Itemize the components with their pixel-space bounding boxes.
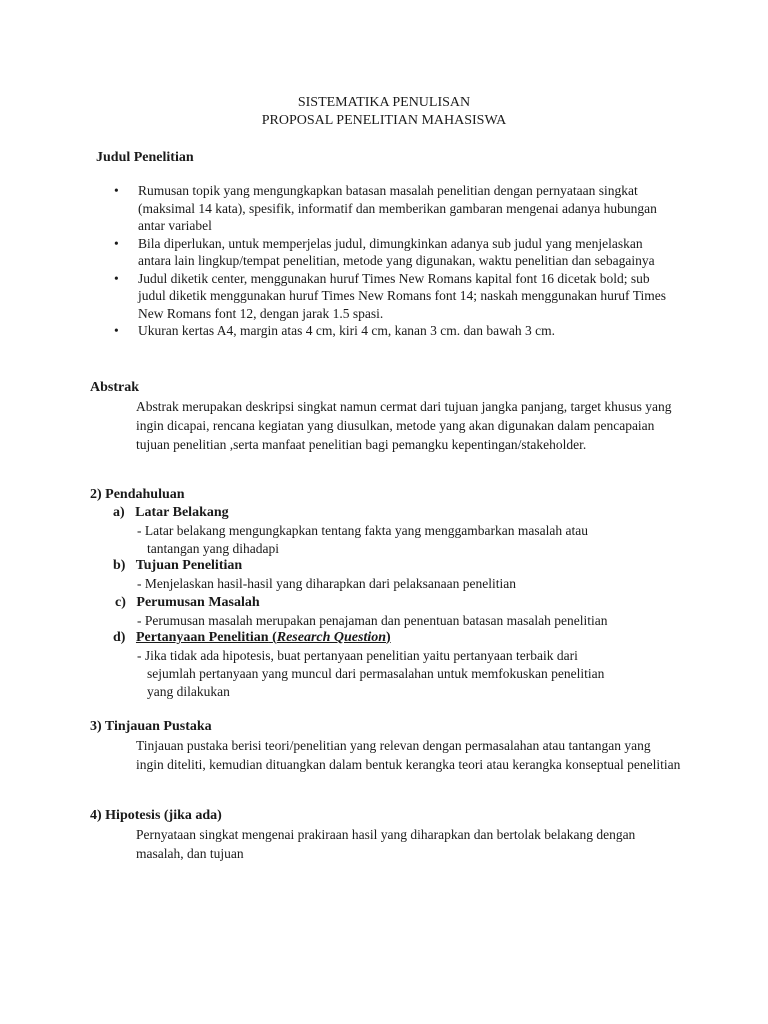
desc-line: - Menjelaskan hasil-hasil yang diharapkan dari pelaksanaan penelitian (137, 576, 516, 591)
judul-bullet-list (114, 182, 674, 340)
perumusan-masalah-desc (137, 612, 677, 630)
label-paren-open: ( (272, 630, 277, 645)
bullet-text: Bila diperlukan, untuk memperjelas judul, dimungkinkan adanya sub judul yang menjelaskan antara lain lingkup/tempat penelitian, metode yang digunakan, waktu penelitian dan sebagainya (138, 235, 655, 268)
bullet-icon: • (114, 323, 119, 338)
subsection-label: Tujuan Penelitian (135, 558, 243, 573)
subsection-marker: b) (113, 558, 126, 573)
document-title-line-2: PROPOSAL PENELITIAN MAHASISWA (261, 113, 507, 128)
list-item (114, 235, 674, 270)
hipotesis-text: Pernyataan singkat mengenai prakiraan hasil yang diharapkan dan bertolak belakang dengan masalah, dan tujuan (136, 827, 636, 861)
desc-line: - Jika tidak ada hipotesis, buat pertanyaan penelitian yaitu pertanyaan terbaik dari (137, 648, 578, 663)
subsection-marker: a) (113, 505, 125, 520)
label-paren-close: ) (386, 630, 391, 645)
desc-line: - Perumusan masalah merupakan penajaman dan penentuan batasan masalah penelitian (137, 613, 608, 628)
label-text: Pertanyaan Penelitian (135, 630, 269, 645)
bullet-icon: • (114, 270, 119, 286)
bullet-text: Rumusan topik yang mengungkapkan batasan masalah penelitian dengan pernyataan singkat (maksimal 14 kata), spesifik, informatif dan memberikan gambaran mengenai adanya hubungan antar variabel (138, 183, 657, 233)
subsection-label (136, 630, 391, 645)
list-item (114, 322, 674, 340)
desc-line: yang dilakukan (147, 684, 230, 699)
desc-line: - Latar belakang mengungkapkan tentang fakta yang menggambarkan masalah atau (137, 523, 588, 538)
pertanyaan-penelitian-desc (137, 647, 677, 701)
tinjauan-pustaka-heading: 3) Tinjauan Pustaka (90, 719, 212, 734)
bullet-text: Judul diketik center, menggunakan huruf Times New Romans kapital font 16 dicetak bold; sub judul diketik menggunakan huruf Times New Romans font 14; naskah menggunakan huruf Times New Romans font 12, dengan jarak 1.5 spasi. (138, 270, 666, 321)
bullet-icon: • (114, 235, 119, 251)
subsection-pertanyaan-penelitian (113, 629, 391, 647)
label-italic-text: Research Question (276, 630, 387, 645)
bullet-icon: • (114, 183, 119, 198)
desc-line: tantangan yang dihadapi (147, 541, 279, 556)
pendahuluan-heading: 2) Pendahuluan (90, 487, 185, 502)
abstrak-heading: Abstrak (90, 380, 140, 395)
judul-heading: Judul Penelitian (96, 150, 194, 165)
abstrak-text: Abstrak merupakan deskripsi singkat namun cermat dari tujuan jangka panjang, target khusus yang ingin dicapai, rencana kegiatan yang diusulkan, metode yang akan digunakan dalam pencapaian tujuan penelitian ,serta manfaat penelitian bagi pemangku kepentingan/stakeholder. (136, 399, 672, 452)
subsection-label: Perumusan Masalah (136, 595, 260, 610)
desc-line: sejumlah pertanyaan yang muncul dari permasalahan untuk memfokuskan penelitian (147, 666, 605, 681)
subsection-perumusan-masalah (115, 594, 260, 612)
list-item (114, 182, 674, 235)
subsection-tujuan-penelitian (113, 557, 242, 575)
list-item (114, 270, 674, 323)
subsection-marker: d) (113, 630, 126, 645)
tinjauan-pustaka-text: Tinjauan pustaka berisi teori/penelitian yang relevan dengan permasalahan atau tantangan yang ingin diteliti, kemudian dituangkan dalam bentuk kerangka teori atau kerangka konseptual penelitian (136, 738, 681, 772)
subsection-latar-belakang (113, 504, 229, 522)
tujuan-penelitian-desc (137, 575, 677, 593)
bullet-text: Ukuran kertas A4, margin atas 4 cm, kiri 4 cm, kanan 3 cm. dan bawah 3 cm. (138, 323, 556, 338)
hipotesis-heading: 4) Hipotesis (jika ada) (90, 808, 222, 823)
subsection-marker: c) (115, 595, 126, 610)
document-title-line-1: SISTEMATIKA PENULISAN (297, 95, 471, 110)
latar-belakang-desc (137, 522, 677, 558)
subsection-label: Latar Belakang (135, 505, 229, 520)
